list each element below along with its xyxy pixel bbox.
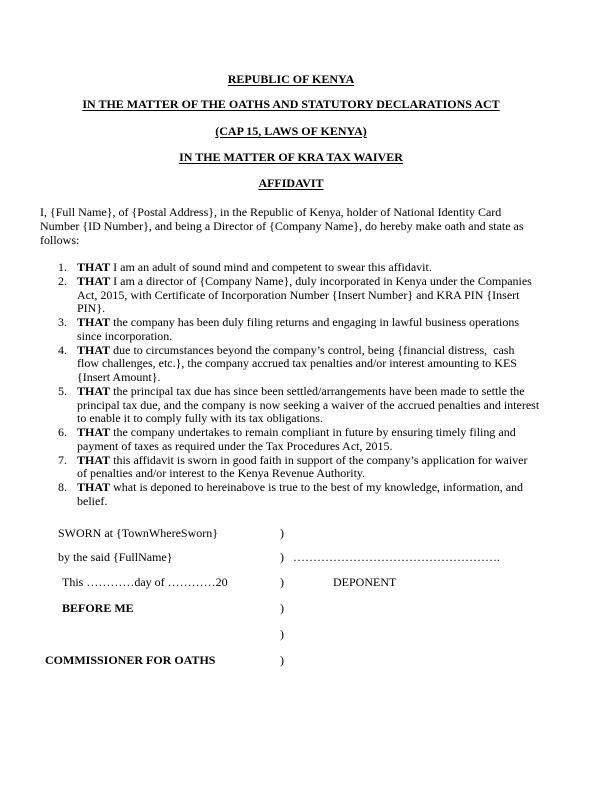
statement-text: due to circumstances beyond the company’s control, being {financial distress, cash <box>113 342 515 357</box>
before-me-label: BEFORE ME <box>62 601 134 615</box>
statement-lead: THAT <box>77 273 111 288</box>
statement-text: what is deponed to hereinabove is true to the best of my knowledge, information, and <box>113 480 524 494</box>
statement-line <box>77 275 555 289</box>
statement-text: the company undertakes to remain compliant in future by ensuring timely filing and <box>113 425 516 439</box>
heading-cap <box>40 124 542 138</box>
statement-lead: THAT <box>77 452 111 467</box>
statement-line: of penalties and/or interest to the Kenya Revenue Authority. <box>77 466 366 481</box>
statement-lead: THAT <box>77 383 111 398</box>
date-text: This …………day of …………20 <box>62 575 228 589</box>
statement-text: this affidavit is sworn in good faith in support of the company’s application for waiver <box>113 452 528 467</box>
jurat-row-by <box>0 550 612 564</box>
jurat-row-commissioner <box>0 653 612 667</box>
statement-lead: THAT <box>77 315 111 329</box>
statement-item <box>40 426 555 454</box>
statement-line <box>77 481 555 495</box>
heading-text: IN THE MATTER OF THE OATHS AND STATUTORY DECLARATIONS ACT <box>82 97 500 111</box>
statement-line: PIN}. <box>77 301 106 316</box>
statement-line <box>77 454 555 468</box>
statement-number: 5. <box>58 383 67 398</box>
intro-paragraph <box>40 206 550 247</box>
statement-line: belief. <box>77 493 108 508</box>
statement-line: flow challenges, etc.}, the company accrued tax penalties and/or interest amounting to KES <box>77 356 517 371</box>
bracket: ) <box>280 653 284 667</box>
statement-text: the principal tax due has since been settled/arrangements have been made to settle the <box>113 383 525 398</box>
statement-item <box>40 481 555 509</box>
heading-act <box>40 97 542 111</box>
statement-line <box>77 261 555 275</box>
document-title <box>40 176 542 190</box>
sworn-at-text: SWORN at {TownWhereSworn} <box>58 526 218 540</box>
statement-lead: THAT <box>77 480 111 494</box>
jurat-row-before-me <box>0 601 612 615</box>
statement-text: I am a director of {Company Name}, duly incorporated in Kenya under the Companies <box>113 273 532 288</box>
deponent-label: DEPONENT <box>333 575 397 589</box>
heading-text: AFFIDAVIT <box>258 176 324 190</box>
statement-line <box>77 344 555 358</box>
statements-list <box>40 261 555 509</box>
statement-number: 2. <box>58 273 67 288</box>
bracket: ) <box>280 550 284 564</box>
statement-number: 3. <box>58 315 67 329</box>
bracket: ) <box>280 601 284 615</box>
statement-lead: THAT <box>77 342 111 357</box>
statement-item <box>40 316 555 344</box>
commissioner-label: COMMISSIONER FOR OATHS <box>45 653 216 667</box>
intro-line: Number {ID Number}, and being a Director of {Company Name}, do hereby make oath and state as <box>40 218 524 233</box>
jurat-row-blank <box>0 627 612 641</box>
jurat-row-date <box>0 575 612 589</box>
statement-lead: THAT <box>77 260 111 274</box>
statement-lead: THAT <box>77 425 111 439</box>
statement-line <box>77 316 555 330</box>
bracket: ) <box>280 526 284 540</box>
statement-line <box>77 426 555 440</box>
statement-line: payment of taxes as required under the Tax Procedures Act, 2015. <box>77 438 393 453</box>
deponent-signature-line: ……………………………………………. <box>293 550 500 564</box>
heading-text: IN THE MATTER OF KRA TAX WAIVER <box>179 150 403 164</box>
heading-text: REPUBLIC OF KENYA <box>227 72 355 86</box>
heading-republic <box>40 72 542 86</box>
statement-line <box>77 385 555 399</box>
statement-item <box>40 454 555 482</box>
intro-line: follows: <box>40 232 80 247</box>
by-the-said-text: by the said {FullName} <box>58 550 173 564</box>
statement-number: 7. <box>58 452 67 467</box>
statement-item <box>40 344 555 385</box>
statement-item <box>40 385 555 426</box>
statement-text: the company has been duly filing returns and engaging in lawful business operations <box>113 315 520 329</box>
statement-line: {Insert Amount}. <box>77 370 161 384</box>
jurat-row-sworn <box>0 526 612 540</box>
statement-number: 1. <box>58 260 67 274</box>
statement-line: Act, 2015, with Certificate of Incorporation Number {Insert Number} and KRA PIN {Insert <box>77 287 520 302</box>
heading-matter <box>40 150 542 164</box>
statement-number: 4. <box>58 342 67 357</box>
statement-item <box>40 275 555 316</box>
statement-item <box>40 261 555 275</box>
statement-text: I am an adult of sound mind and competent to swear this affidavit. <box>113 260 432 274</box>
intro-line: I, {Full Name}, of {Postal Address}, in the Republic of Kenya, holder of National Identity Card <box>40 205 502 219</box>
bracket: ) <box>280 575 284 589</box>
bracket: ) <box>280 627 284 641</box>
statement-line: principal tax due, and the company is now seeking a waiver of the accrued penalties and interest <box>77 397 540 412</box>
statement-line: to enable it to comply fully with its tax obligations. <box>77 411 323 426</box>
heading-text: (CAP 15, LAWS OF KENYA) <box>215 124 367 138</box>
statement-number: 8. <box>58 480 67 494</box>
statement-number: 6. <box>58 425 67 439</box>
statement-line: since incorporation. <box>77 328 173 343</box>
